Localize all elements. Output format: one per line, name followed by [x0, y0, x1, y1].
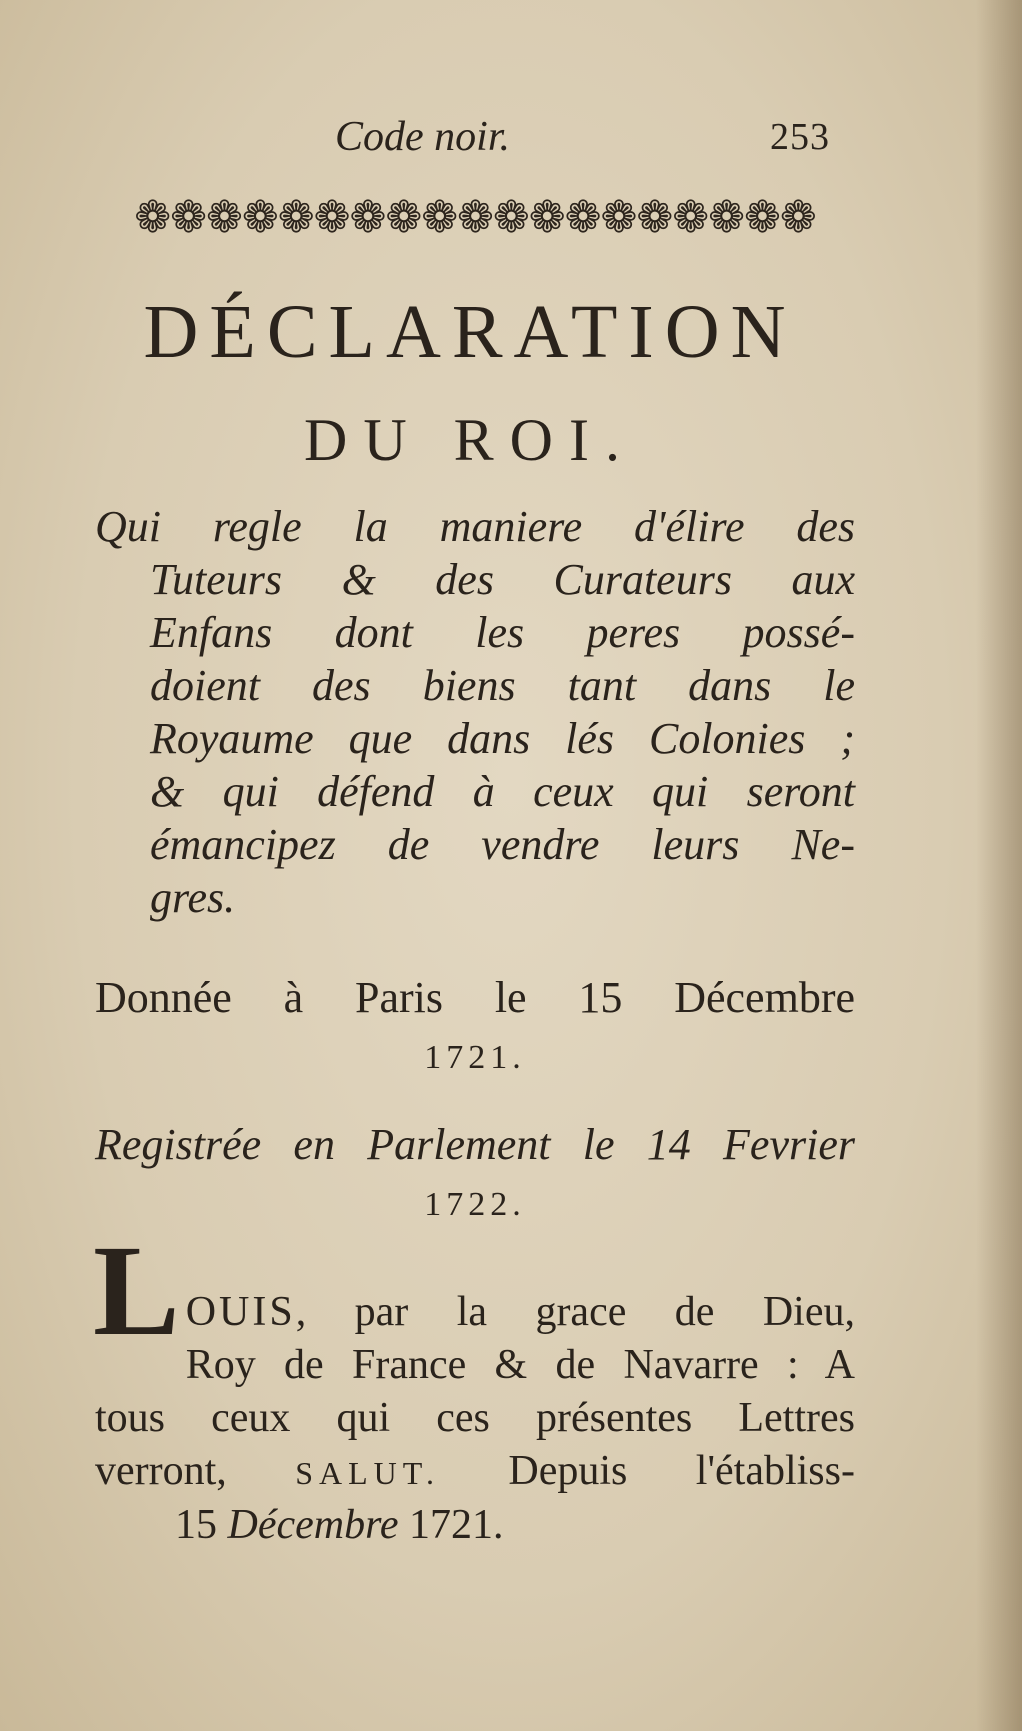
summary-line: & qui défend à ceux qui seront: [150, 767, 855, 816]
summary-line: Enfans dont les peres possé-: [150, 608, 855, 657]
body-line-tail: , par la grace de Dieu,: [295, 1289, 855, 1335]
given-year: 1721.: [424, 1039, 526, 1076]
page-header: [0, 105, 1022, 165]
body-line: [95, 1238, 855, 1339]
summary-line: Qui regle la maniere d'élire des: [95, 502, 855, 551]
body-line-end: Depuis l'établiss-: [508, 1448, 855, 1494]
page-gutter-shadow: [976, 0, 1022, 1731]
summary-line: Royaume que dans lés Colonies ;: [150, 714, 855, 763]
body-paragraph: [93, 1219, 855, 1500]
body-line-start: verront,: [95, 1448, 227, 1494]
footer-month: Décembre: [227, 1502, 399, 1548]
summary-paragraph: [95, 500, 855, 924]
registered-line: Registrée en Parlement le 14 Fevrier: [95, 1120, 855, 1169]
body-line: tous ceux qui ces présentes Lettres: [95, 1395, 855, 1441]
louis-caps: OUIS: [185, 1289, 296, 1335]
page-number: 253: [770, 116, 830, 158]
given-line: Donnée à Paris le 15 Décembre: [95, 973, 855, 1022]
summary-line: émancipez de vendre leurs Ne-: [150, 820, 855, 869]
footer-day: 15: [175, 1502, 217, 1548]
registered-in-parliament: [95, 1115, 855, 1235]
footer-date: [175, 1500, 675, 1550]
summary-line: Tuteurs & des Curateurs aux: [150, 555, 855, 604]
drop-cap: L: [93, 1219, 180, 1363]
footer-year: 1721.: [409, 1502, 504, 1548]
summary-line: doient des biens tant dans le: [150, 661, 855, 710]
ornament-band: ❁❁❁❁❁❁❁❁❁❁❁❁❁❁❁❁❁❁❁: [134, 193, 816, 242]
summary-line: gres.: [150, 873, 236, 922]
registered-year: 1722.: [424, 1186, 526, 1223]
given-at-paris: [95, 968, 855, 1088]
running-head: Code noir.: [335, 114, 511, 160]
title-declaration: DÉCLARATION: [143, 290, 797, 374]
body-line: Roy de France & de Navarre : A: [185, 1342, 855, 1388]
salut-smallcaps: SALUT.: [295, 1455, 440, 1491]
title-du-roi: DU ROI.: [304, 407, 636, 473]
body-line: [95, 1445, 855, 1500]
